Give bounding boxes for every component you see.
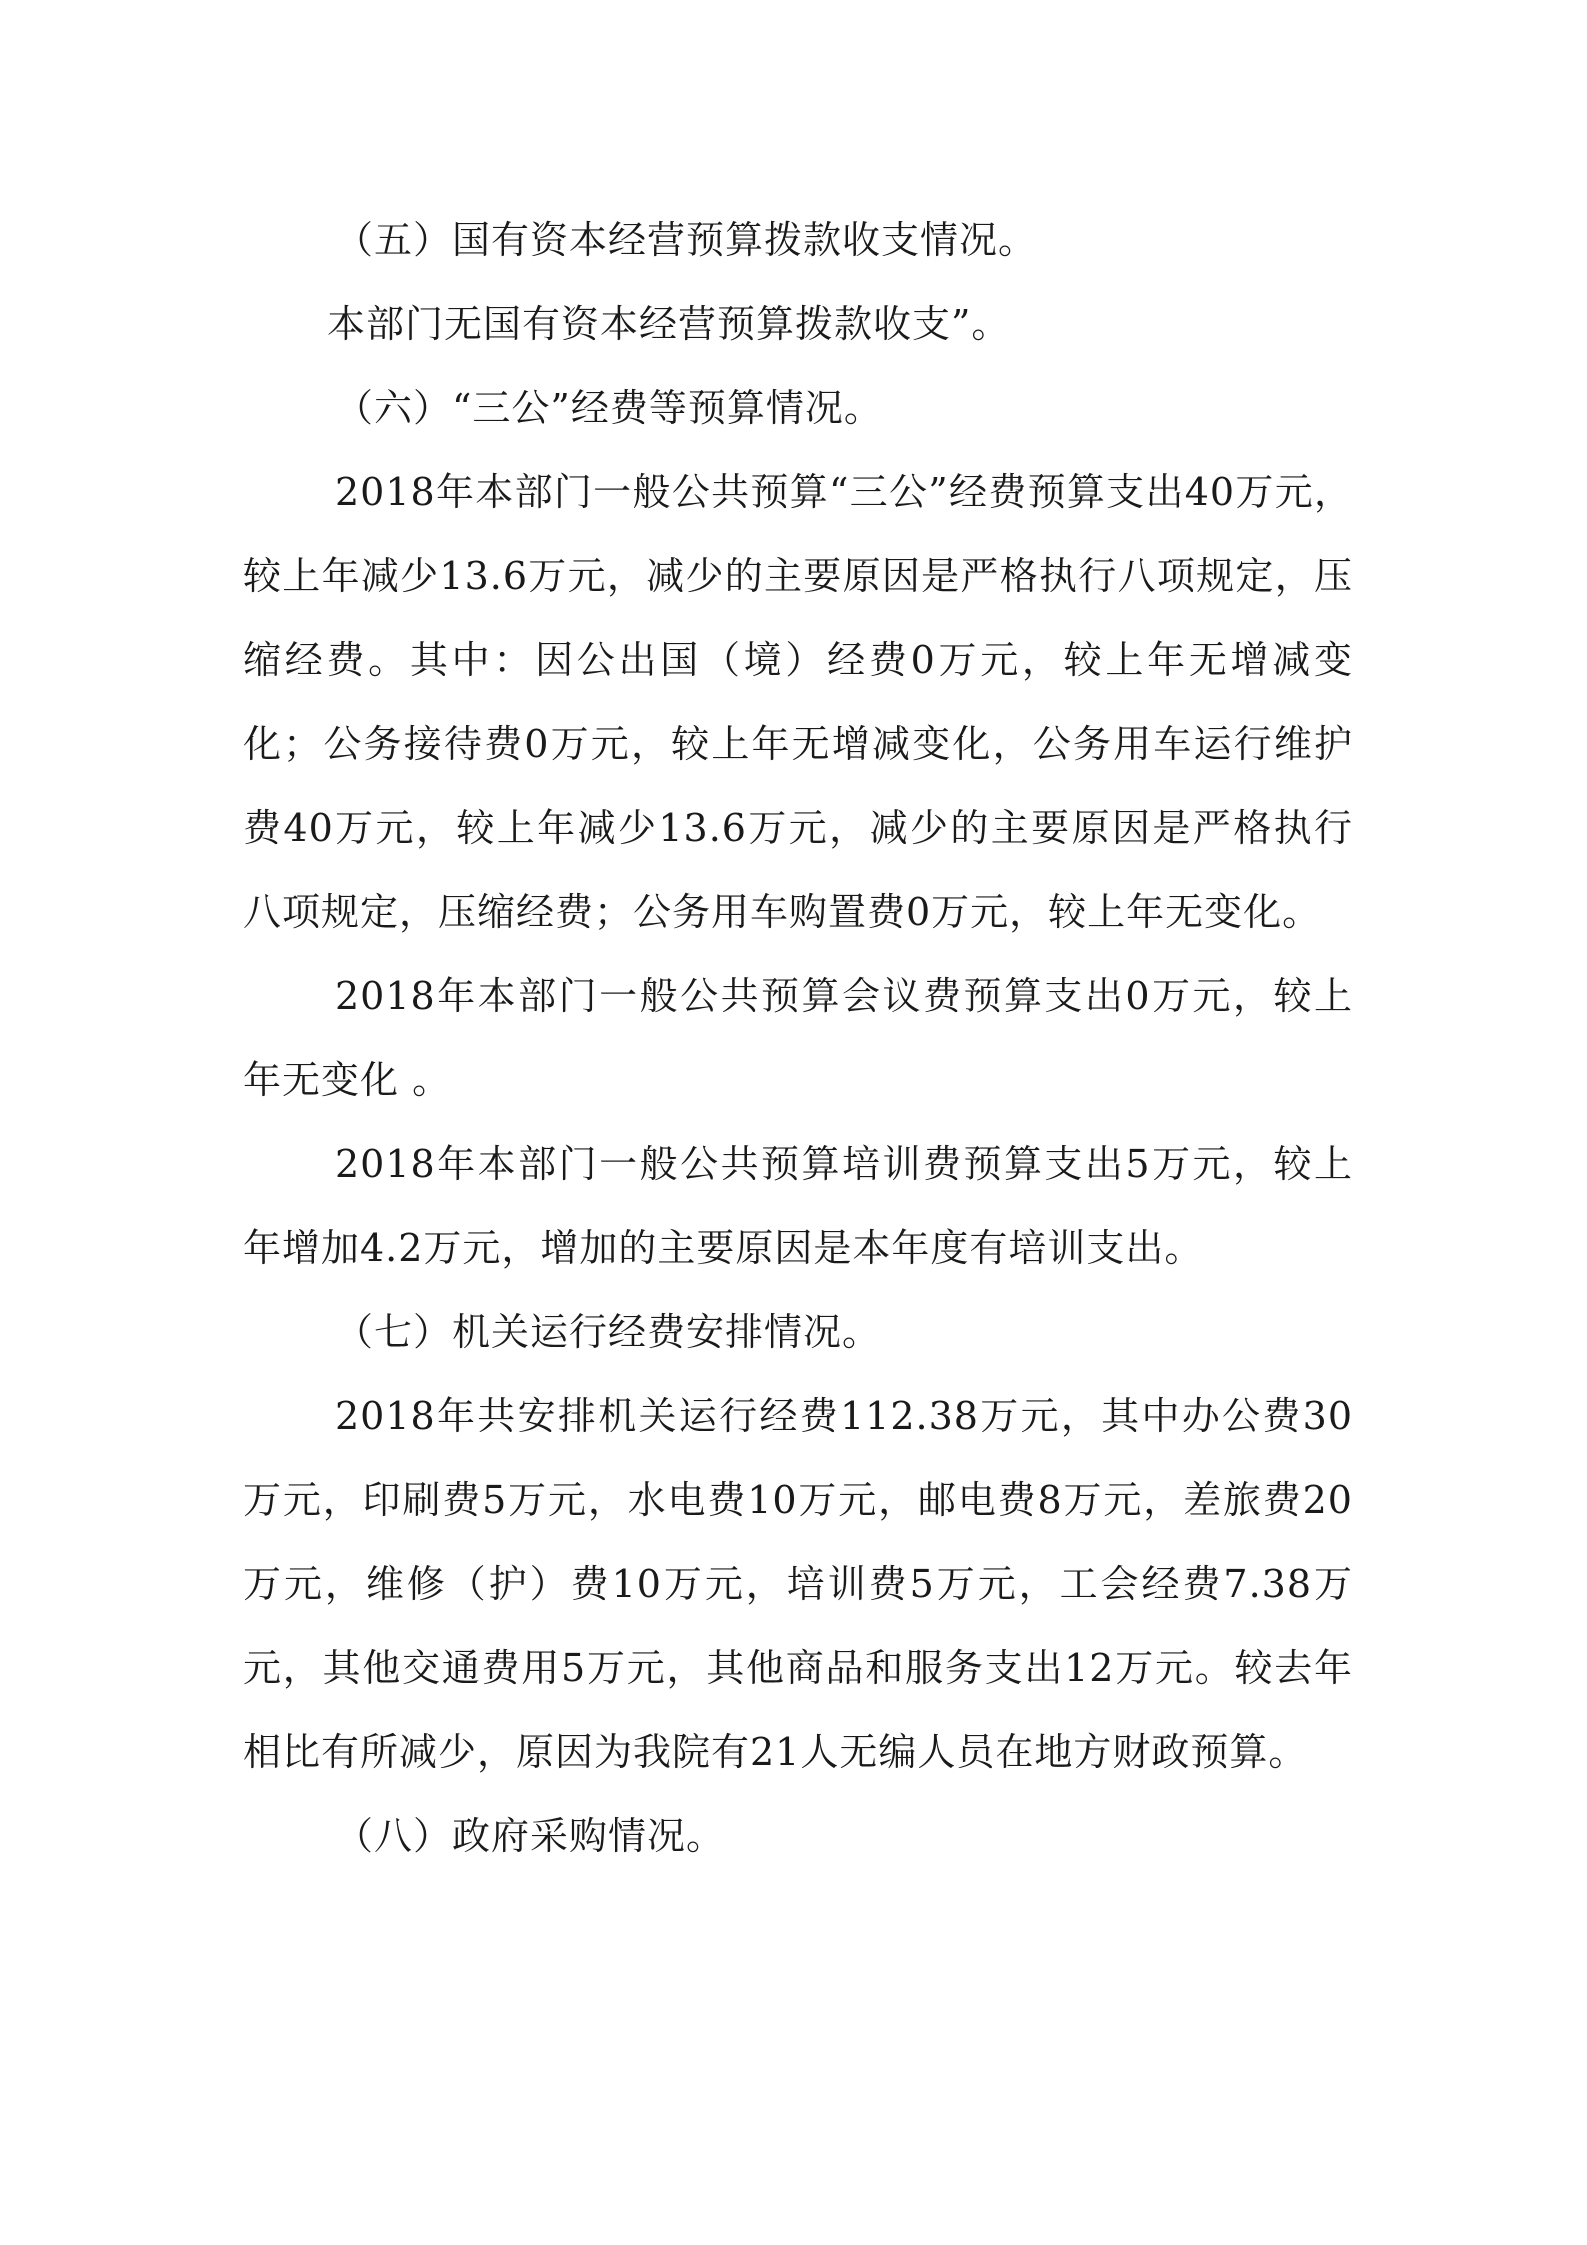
paragraph-meeting-fees: 2018年本部门一般公共预算会议费预算支出0万元，较上年无变化 。: [243, 974, 1353, 1102]
section-heading-operating-expenses: （七）机关运行经费安排情况。: [335, 1310, 882, 1354]
paragraph-training-fees: 2018年本部门一般公共预算培训费预算支出5万元，较上年增加4.2万元，增加的主要原因是本年度有培训支出。: [243, 1142, 1353, 1270]
paragraph-state-capital-none: 本部门无国有资本经营预算拨款收支”。: [327, 302, 1011, 346]
section-heading-government-procurement: （八）政府采购情况。: [335, 1814, 726, 1858]
document-body: [243, 198, 1353, 1878]
section-heading-three-public-expenses: （六）“三公”经费等预算情况。: [335, 386, 883, 430]
paragraph-operating-expenses: 2018年共安排机关运行经费112.38万元，其中办公费30万元，印刷费5万元，水电费10万元，邮电费8万元，差旅费20万元，维修（护）费10万元，培训费5万元，工会经费7.38万元，其他交通费用5万元，其他商品和服务支出12万元。较去年相比有所减少，原因为我院有21人无编人员在地方财政预算。: [243, 1394, 1353, 1774]
section-heading-state-capital-budget: （五）国有资本经营预算拨款收支情况。: [335, 218, 1038, 262]
paragraph-three-public-expenses: 2018年本部门一般公共预算“三公”经费预算支出40万元，较上年减少13.6万元，减少的主要原因是严格执行八项规定，压缩经费。其中：因公出国（境）经费0万元，较上年无增减变化；公务接待费0万元，较上年无增减变化，公务用车运行维护费40万元，较上年减少13.6万元，减少的主要原因是严格执行八项规定，压缩经费；公务用车购置费0万元，较上年无变化。: [243, 470, 1353, 934]
